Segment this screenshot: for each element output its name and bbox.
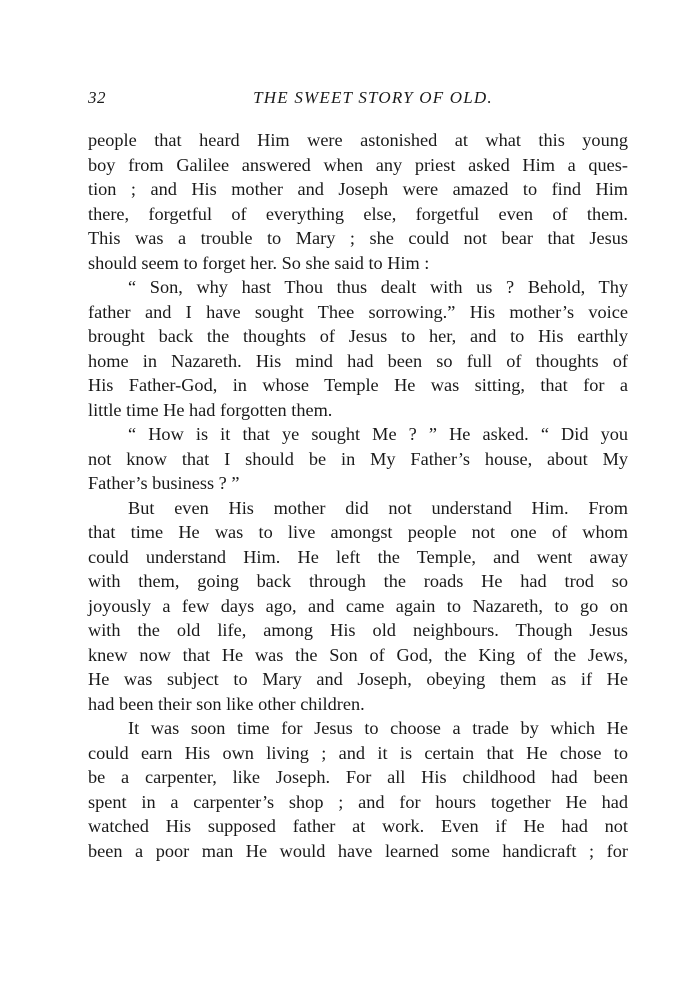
running-title: THE SWEET STORY OF OLD.	[253, 88, 493, 107]
text-line: with the old life, among His old neighbours. Though Jesus	[88, 620, 628, 640]
text-line: watched His supposed father at work. Even if He had not	[88, 816, 628, 836]
text-line: people that heard Him were astonished at what this young	[88, 130, 628, 150]
text-line: “ Son, why hast Thou thus dealt with us ? Behold, Thy	[128, 277, 628, 297]
text-line: home in Nazareth. His mind had been so full of thoughts of	[88, 350, 628, 371]
text-line: tion ; and His mother and Joseph were amazed to find Him	[88, 179, 628, 199]
text-line: brought back the thoughts of Jesus to her, and to His earthly	[88, 326, 628, 346]
text-line: little time He had forgotten them.	[88, 399, 333, 420]
text-line: could earn His own living ; and it is certain that He chose to	[88, 742, 628, 763]
text-line: had been their son like other children.	[88, 693, 365, 714]
text-line: It was soon time for Jesus to choose a trade by which He	[128, 718, 628, 738]
body-text	[88, 128, 628, 863]
page-number: 32	[88, 88, 106, 107]
text-line: knew now that He was the Son of God, the King of the Jews,	[88, 644, 628, 665]
text-line: Father’s business ? ”	[88, 473, 240, 493]
text-line: that time He was to live amongst people not one of whom	[88, 522, 628, 542]
text-line: be a carpenter, like Joseph. For all His childhood had been	[88, 767, 628, 787]
text-line: “ How is it that ye sought Me ? ” He asked. “ Did you	[128, 424, 628, 444]
text-line: father and I have sought Thee sorrowing.” His mother’s voice	[88, 301, 628, 322]
text-line: His Father-God, in whose Temple He was sitting, that for a	[88, 375, 628, 395]
text-line: joyously a few days ago, and came again to Nazareth, to go on	[88, 595, 628, 616]
text-line: should seem to forget her. So she said to Him :	[88, 252, 430, 273]
text-line: But even His mother did not understand Him. From	[128, 497, 628, 518]
text-line: been a poor man He would have learned some handicraft ; for	[88, 840, 628, 861]
text-line: there, forgetful of everything else, forgetful even of them.	[88, 203, 628, 224]
running-head	[88, 88, 628, 112]
text-line: could understand Him. He left the Temple, and went away	[88, 546, 628, 567]
text-line: This was a trouble to Mary ; she could not bear that Jesus	[88, 228, 628, 248]
text-line: boy from Galilee answered when any priest asked Him a ques-	[88, 154, 628, 175]
text-line: He was subject to Mary and Joseph, obeying them as if He	[88, 669, 628, 689]
text-line: spent in a carpenter’s shop ; and for hours together He had	[88, 791, 628, 812]
text-line: with them, going back through the roads He had trod so	[88, 571, 628, 591]
text-line: not know that I should be in My Father’s house, about My	[88, 448, 628, 469]
